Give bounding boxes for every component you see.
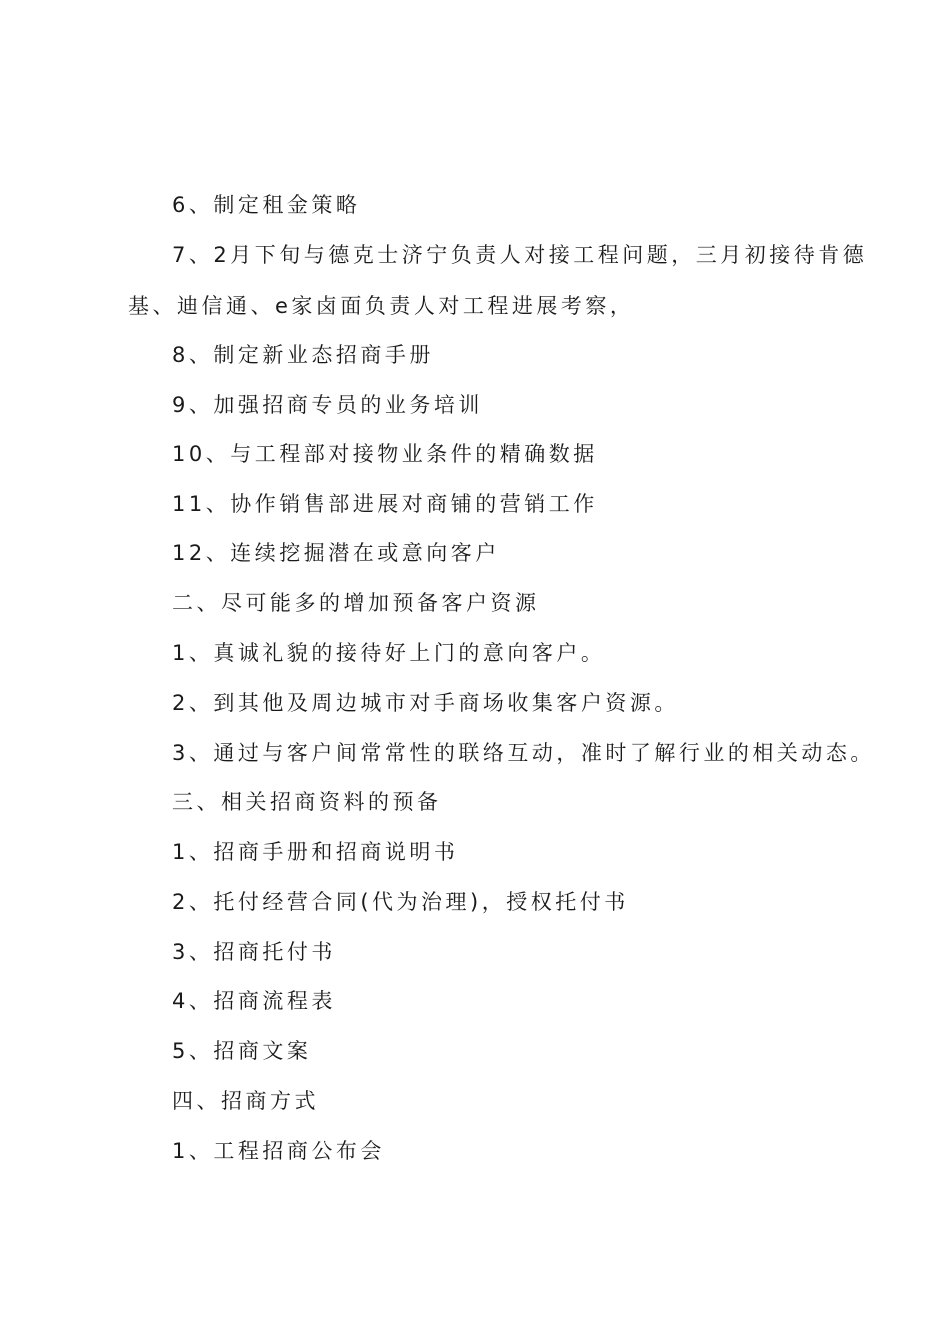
text-line-entrustment: 3、招商托付书 (172, 940, 336, 964)
text-line-reception: 1、真诚礼貌的接待好上门的意向客户。 (172, 641, 606, 665)
text-line-manual-brochure: 1、招商手册和招商说明书 (172, 840, 459, 864)
text-line-industry-trends: 3、通过与客户间常常性的联络互动，准时了解行业的相关动态。 (172, 741, 875, 765)
text-line-potential-clients: 12、连续挖掘潜在或意向客户 (172, 541, 500, 565)
section-heading-client-resources: 二、尽可能多的增加预备客户资源 (172, 591, 540, 615)
section-heading-materials: 三、相关招商资料的预备 (172, 790, 442, 814)
text-line-collect-resources: 2、到其他及周边城市对手商场收集客户资源。 (172, 691, 679, 715)
text-line-rent-strategy: 6、制定租金策略 (172, 193, 361, 217)
text-line-launch-event: 1、工程招商公布会 (172, 1139, 385, 1163)
text-line-staff-training: 9、加强招商专员的业务培训 (172, 393, 483, 417)
text-line-contract: 2、托付经营合同(代为治理)，授权托付书 (172, 890, 629, 914)
text-line-sales-cooperation: 11、协作销售部进展对商铺的营销工作 (172, 492, 598, 516)
text-line-copywriting: 5、招商文案 (172, 1039, 312, 1063)
text-line-project-docking: 7、2月下旬与德克士济宁负责人对接工程问题，三月初接待肯德 (172, 243, 868, 267)
text-line-project-docking-cont: 基、迪信通、e家卤面负责人对工程进展考察， (128, 294, 635, 318)
text-line-business-manual: 8、制定新业态招商手册 (172, 343, 434, 367)
text-line-flow-chart: 4、招商流程表 (172, 989, 336, 1013)
text-line-property-data: 10、与工程部对接物业条件的精确数据 (172, 442, 598, 466)
section-heading-methods: 四、招商方式 (172, 1089, 319, 1113)
